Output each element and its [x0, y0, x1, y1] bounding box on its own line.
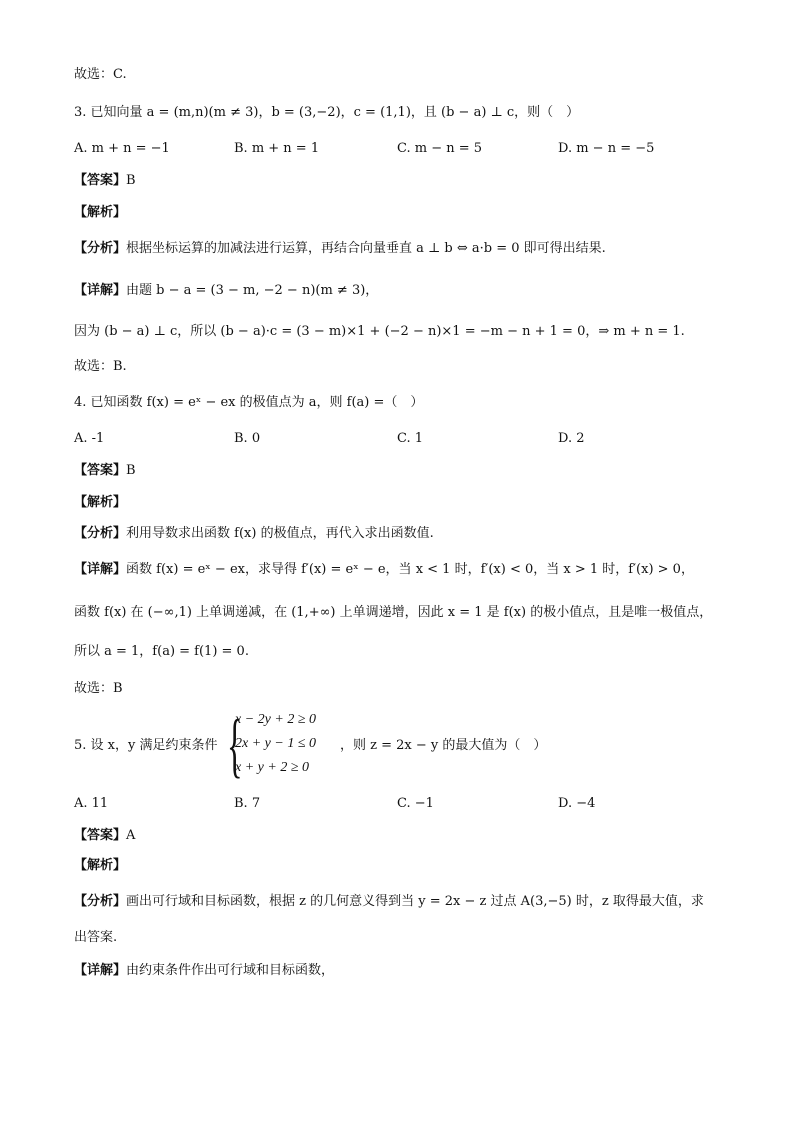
- answer-tag: 【答案】: [74, 173, 127, 188]
- xiangjie-text: 由约束条件作出可行域和目标函数，: [126, 963, 335, 978]
- answer-value: A: [126, 828, 136, 843]
- q4-xiangjie-3: 所以 a = 1，f(a) = f(1) = 0.: [74, 644, 249, 659]
- fenxi-text: 画出可行域和目标函数，根据 z 的几何意义得到当 y = 2x − z 过点 A(3,−5) 时，z 取得最大值，求: [126, 894, 704, 909]
- analysis-tag: 【解析】: [74, 205, 127, 220]
- q4-xiangjie-2: 函数 f(x) 在 (−∞,1) 上单调递减，在 (1,+∞) 上单调递增，因此 x = 1 是 f(x) 的极小值点，且是唯一极值点，: [74, 605, 713, 620]
- q5-analysis-heading: [74, 857, 126, 875]
- question-3: 3. 已知向量 a = (m,n)(m ≠ 3)，b = (3,−2)，c = (1,1)，且 (b − a) ⊥ c，则（ ）: [74, 105, 580, 120]
- q3-xiangjie-1: [74, 282, 378, 300]
- constraint-system: [227, 705, 337, 785]
- constraint-1: x − 2y + 2 ≥ 0: [235, 712, 317, 727]
- q4-choice: 故选：B: [74, 681, 123, 696]
- fenxi-text: 根据坐标运算的加减法进行运算，再结合向量垂直 a ⊥ b ⇔ a·b = 0 即可得出结果.: [126, 241, 606, 256]
- q3-answer: [74, 172, 136, 190]
- q3-option-d: D. m − n = −5: [558, 141, 655, 156]
- q5-fenxi-2: 出答案.: [74, 930, 118, 945]
- fenxi-tag: 【分析】: [74, 241, 127, 256]
- q3-fenxi: [74, 240, 606, 258]
- question-4: 4. 已知函数 f(x) = eˣ − ex 的极值点为 a，则 f(a) =（ ）: [74, 395, 424, 410]
- q4-option-b: B. 0: [234, 431, 261, 446]
- q3-option-a: A. m + n = −1: [74, 141, 170, 156]
- answer-tag: 【答案】: [74, 828, 127, 843]
- q4-option-a: A. -1: [74, 431, 105, 446]
- constraint-3: x + y + 2 ≥ 0: [235, 760, 310, 775]
- fenxi-text: 利用导数求出函数 f(x) 的极值点，再代入求出函数值.: [126, 526, 434, 541]
- question-5-prefix: 5. 设 x，y 满足约束条件: [74, 738, 218, 753]
- analysis-tag: 【解析】: [74, 858, 127, 873]
- fenxi-tag: 【分析】: [74, 526, 127, 541]
- q3-option-b: B. m + n = 1: [234, 141, 320, 156]
- constraint-2: 2x + y − 1 ≤ 0: [235, 736, 317, 751]
- xiangjie-tag: 【详解】: [74, 963, 127, 978]
- q5-fenxi-1: [74, 893, 704, 911]
- q4-option-d: D. 2: [558, 431, 585, 446]
- xiangjie-tag: 【详解】: [74, 283, 127, 298]
- xiangjie-tag: 【详解】: [74, 562, 127, 577]
- q4-answer: [74, 462, 136, 480]
- q3-choice: 故选：B.: [74, 359, 127, 374]
- q3-option-c: C. m − n = 5: [397, 141, 483, 156]
- xiangjie-text: 由题 b − a = (3 − m, −2 − n)(m ≠ 3)，: [126, 283, 379, 298]
- q5-xiangjie: [74, 962, 334, 980]
- q5-option-c: C. −1: [397, 796, 434, 811]
- q5-option-b: B. 7: [234, 796, 261, 811]
- q4-analysis-heading: [74, 494, 126, 512]
- q3-analysis-heading: [74, 204, 126, 222]
- q4-option-c: C. 1: [397, 431, 424, 446]
- fenxi-tag: 【分析】: [74, 894, 127, 909]
- analysis-tag: 【解析】: [74, 495, 127, 510]
- q5-option-a: A. 11: [74, 796, 109, 811]
- answer-value: B: [126, 463, 136, 478]
- q5-answer: [74, 827, 135, 845]
- answer-tag: 【答案】: [74, 463, 127, 478]
- xiangjie-text: 函数 f(x) = eˣ − ex，求导得 f′(x) = eˣ − e，当 x < 1 时，f′(x) < 0，当 x > 1 时，f′(x) > 0，: [126, 562, 694, 577]
- q4-fenxi: [74, 525, 434, 543]
- q4-xiangjie-1: [74, 561, 694, 579]
- q5-option-d: D. −4: [558, 796, 596, 811]
- question-5-suffix: ，则 z = 2x − y 的最大值为（ ）: [340, 738, 547, 753]
- brace-icon: {: [227, 705, 243, 785]
- answer-value: B: [126, 173, 136, 188]
- choice-line: 故选：C.: [74, 67, 127, 82]
- q3-xiangjie-2: 因为 (b − a) ⊥ c，所以 (b − a)·c = (3 − m)×1 + (−2 − n)×1 = −m − n + 1 = 0，⇒ m + n = 1.: [74, 324, 685, 339]
